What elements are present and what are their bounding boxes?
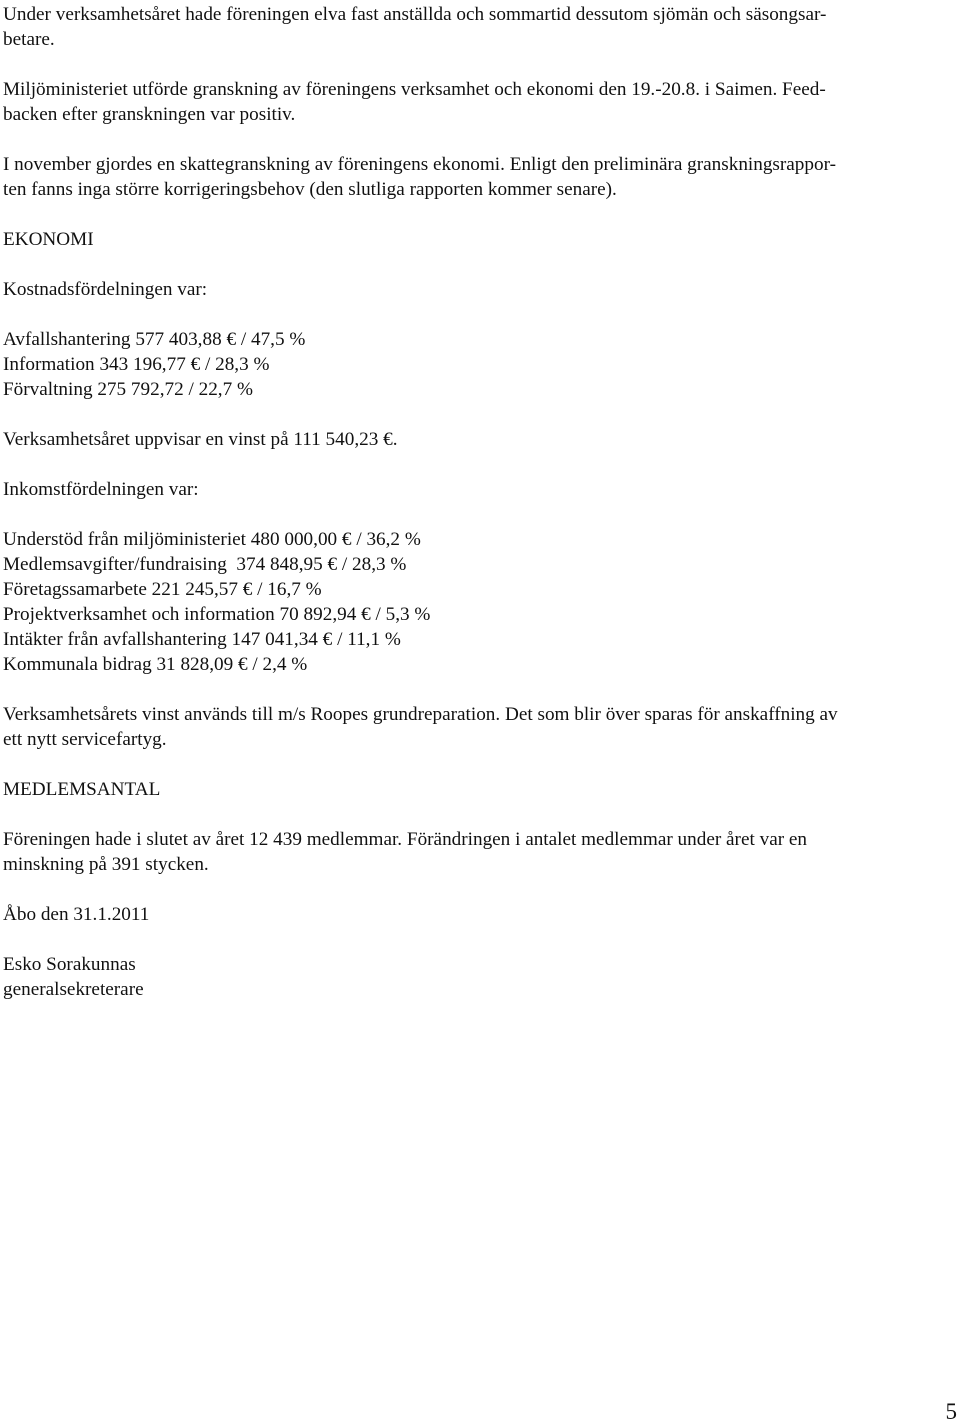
signatory-name: Esko Sorakunnas <box>3 954 136 975</box>
income-item: Projektverksamhet och information 70 892,94 € / 5,3 % <box>3 604 431 625</box>
income-item: Företagssamarbete 221 245,57 € / 16,7 % <box>3 579 322 600</box>
intro-staff-paragraph: Under verksamhetsåret hade föreningen elva fast anställda och sommartid dessutom sjömän och säsongsar- betare. <box>3 4 827 50</box>
cost-item: Information 343 196,77 € / 28,3 % <box>3 354 270 375</box>
profit-use-paragraph: Verksamhetsårets vinst används till m/s Roopes grundreparation. Det som blir över sparas för anskaffning av ett nytt servicefartyg. <box>3 704 838 750</box>
intro-inspection-paragraph: Miljöministeriet utförde granskning av föreningens verksamhet och ekonomi den 19.-20.8. i Saimen. Feed- backen efter granskningen var positiv. <box>3 79 826 125</box>
income-item: Intäkter från avfallshantering 147 041,34 € / 11,1 % <box>3 629 401 650</box>
document-page <box>3 2 953 1002</box>
income-item: Understöd från miljöministeriet 480 000,00 € / 36,2 % <box>3 529 421 550</box>
signature-block <box>3 952 953 1002</box>
members-heading: MEDLEMSANTAL <box>3 779 161 800</box>
income-item: Kommunala bidrag 31 828,09 € / 2,4 % <box>3 654 308 675</box>
cost-list <box>3 327 953 402</box>
members-paragraph: Föreningen hade i slutet av året 12 439 medlemmar. Förändringen i antalet medlemmar under året var en minskning på 391 stycken. <box>3 829 808 875</box>
page-number: 5 <box>945 1399 957 1424</box>
signatory-title: generalsekreterare <box>3 979 144 1000</box>
economy-heading: EKONOMI <box>3 229 94 250</box>
income-intro: Inkomstfördelningen var: <box>3 479 199 500</box>
profit-statement: Verksamhetsåret uppvisar en vinst på 111 540,23 €. <box>3 429 398 450</box>
costs-intro: Kostnadsfördelningen var: <box>3 279 208 300</box>
place-date: Åbo den 31.1.2011 <box>3 904 150 925</box>
cost-item: Förvaltning 275 792,72 / 22,7 % <box>3 379 253 400</box>
cost-item: Avfallshantering 577 403,88 € / 47,5 % <box>3 329 306 350</box>
intro-tax-audit-paragraph: I november gjordes en skattegranskning av föreningens ekonomi. Enligt den preliminära granskningsrappor- ten fanns inga större korrigeringsbehov (den slutliga rapporten kommer senare). <box>3 154 836 200</box>
income-list <box>3 527 953 677</box>
income-item: Medlemsavgifter/fundraising 374 848,95 € / 28,3 % <box>3 554 407 575</box>
